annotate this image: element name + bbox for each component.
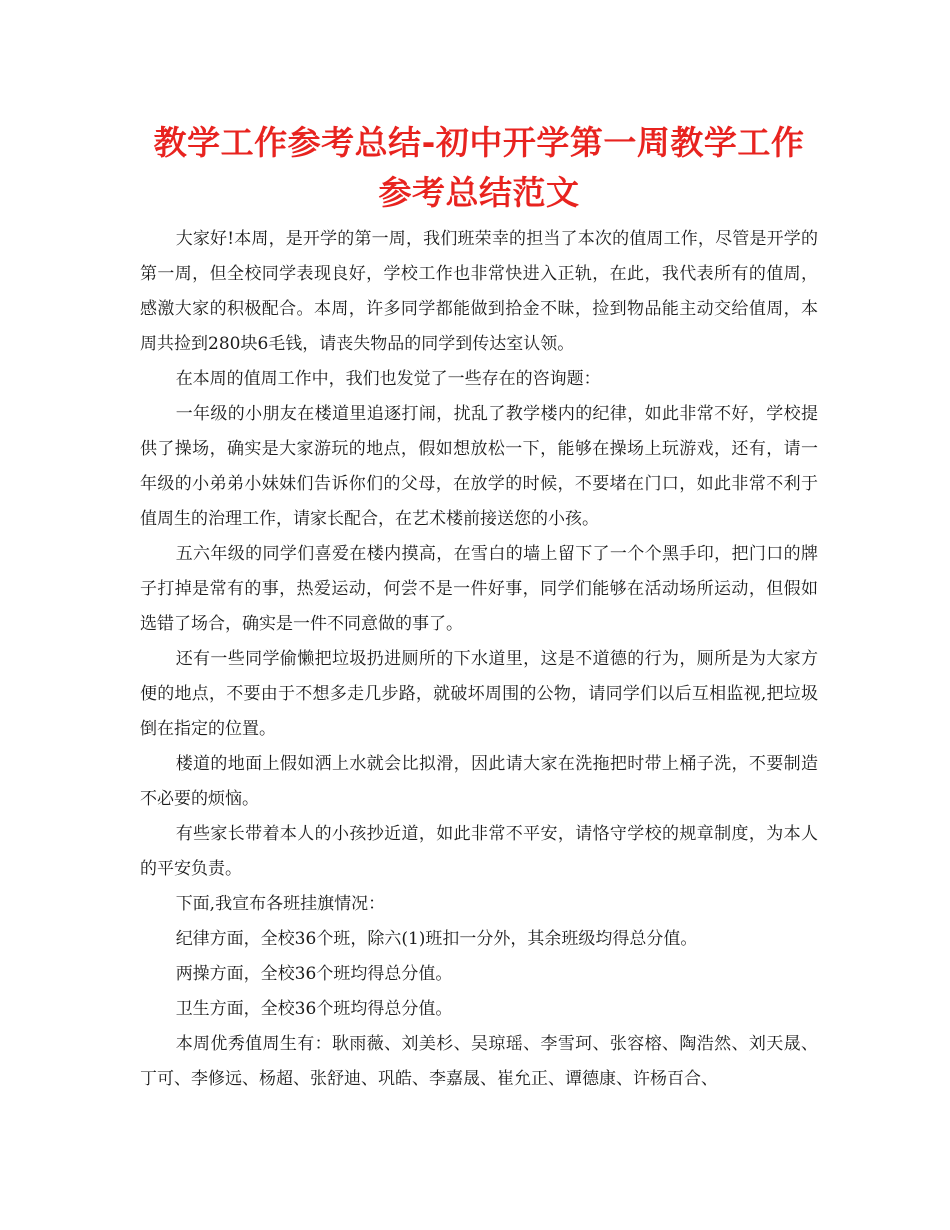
paragraph-discipline: 纪律方面，全校36个班，除六(1)班扣一分外，其余班级均得总分值。	[175, 929, 698, 949]
paragraph-trash: 还有一些同学偷懒把垃圾扔进厕所的下水道里，这是不道德的行为，厕所是为大家方便的地点，不要由于不想多走几步路，就破坏周围的公物，请同学们以后互相监视,把垃圾倒在指定的位置。	[140, 649, 818, 739]
document-title: 教学工作参考总结-初中开学第一周教学工作参考总结范文	[153, 123, 805, 212]
paragraph-flag-intro: 下面,我宣布各班挂旗情况：	[175, 894, 386, 914]
paragraph-parents-shortcut: 有些家长带着本人的小孩抄近道，如此非常不平安，请恪守学校的规章制度，为本人的平安负责。	[140, 824, 818, 879]
paragraph-excellent-students: 本周优秀值周生有：耿雨薇、刘美杉、吴琼瑶、李雪珂、张容榕、陶浩然、刘天晟、丁可、李修远、杨超、张舒迪、巩皓、李嘉晟、崔允正、谭德康、许杨百合、	[140, 1034, 818, 1089]
paragraph-problems-intro: 在本周的值周工作中，我们也发觉了一些存在的咨询题：	[175, 369, 601, 389]
paragraph-greeting: 大家好!本周，是开学的第一周，我们班荣幸的担当了本次的值周工作，尽管是开学的第一周，但全校同学表现良好，学校工作也非常快进入正轨，在此，我代表所有的值周，感激大家的积极配合。本周，许多同学都能做到拾金不昧，捡到物品能主动交给值周，本周共捡到280块6毛钱，请丧失物品的同学到传达室认领。	[140, 229, 818, 354]
paragraph-slippery-floor: 楼道的地面上假如洒上水就会比拟滑，因此请大家在洗拖把时带上桶子洗，不要制造不必要的烦恼。	[140, 754, 818, 809]
paragraph-hygiene: 卫生方面，全校36个班均得总分值。	[175, 999, 453, 1019]
paragraph-grade-five-six: 五六年级的同学们喜爱在楼内摸高，在雪白的墙上留下了一个个黑手印，把门口的牌子打掉是常有的事，热爱运动，何尝不是一件好事，同学们能够在活动场所运动，但假如选错了场合，确实是一件不同意做的事了。	[140, 544, 818, 634]
document-body	[140, 222, 818, 1097]
paragraph-exercises: 两操方面，全校36个班均得总分值。	[175, 964, 453, 984]
paragraph-grade-one: 一年级的小朋友在楼道里追逐打闹，扰乱了教学楼内的纪律，如此非常不好，学校提供了操场，确实是大家游玩的地点，假如想放松一下，能够在操场上玩游戏，还有，请一年级的小弟弟小妹妹们告诉你们的父母，在放学的时候，不要堵在门口，如此非常不利于值周生的治理工作，请家长配合，在艺术楼前接送您的小孩。	[140, 404, 818, 529]
